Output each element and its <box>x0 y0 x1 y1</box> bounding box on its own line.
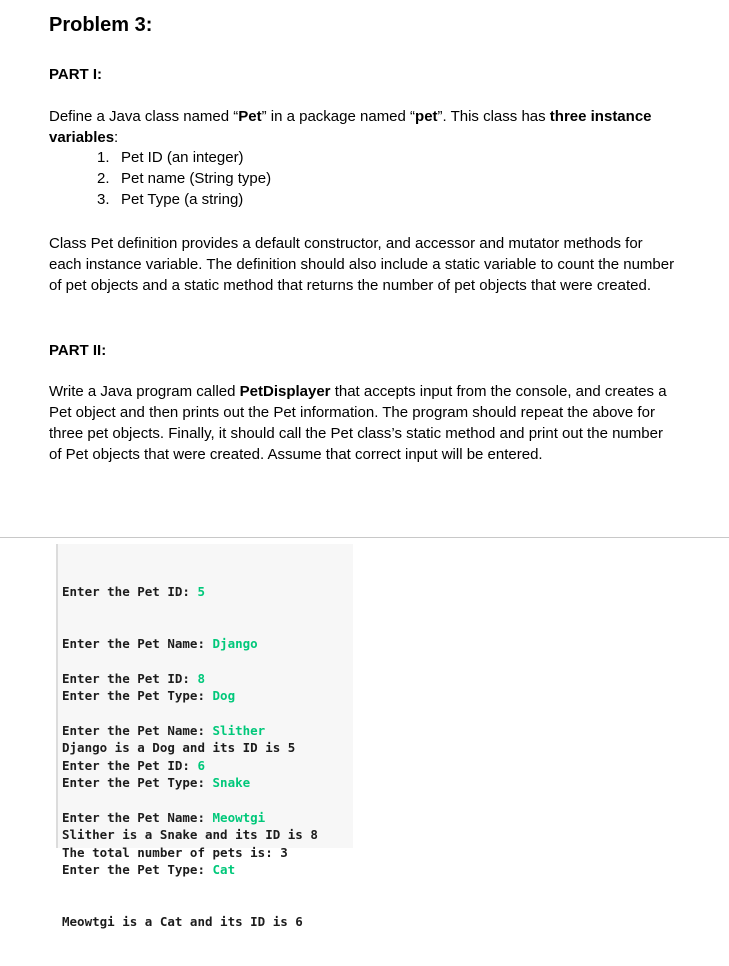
console-line: Slither is a Snake and its ID is 8 <box>62 827 318 843</box>
part-2-heading: PART II: <box>49 342 107 359</box>
list-item: 3. Pet Type (a string) <box>97 191 244 208</box>
part-1-intro: Define a Java class named “Pet” in a package named “pet”. This class has three instance variables: <box>49 108 652 146</box>
console-line: Enter the Pet Name: Slither <box>62 723 266 739</box>
part-1-heading: PART I: <box>49 66 103 83</box>
list-item: 1. Pet ID (an integer) <box>97 149 244 166</box>
part-2-description: Write a Java program called PetDisplayer that accepts input from the console, and creates a Pet object and then prints out the Pet information. The program should repeat the above for three pet objects. Finally, it should call the Pet class’s static method and print out the number of Pet objects that were created. Assume that correct input will be entered. <box>49 383 667 463</box>
console-line: Django is a Dog and its ID is 5 <box>62 740 296 756</box>
console-line: Enter the Pet Name: Meowtgi <box>62 810 266 826</box>
console-output <box>56 544 353 930</box>
list-item: 2. Pet name (String type) <box>97 170 272 187</box>
console-line: Enter the Pet Type: Dog <box>62 688 236 704</box>
console-total <box>62 809 288 896</box>
console-line: Meowtgi is a Cat and its ID is 6 <box>62 914 303 930</box>
instance-variables-list <box>97 147 271 210</box>
console-line: The total number of pets is: 3 <box>62 844 288 860</box>
part-1-description: Class Pet definition provides a default constructor, and accessor and mutator methods for each instance variable. The definition should also include a static variable to count the number of pet objects and a static method that returns the number of pet objects that were created. <box>49 235 675 294</box>
page-title: Problem 3: <box>49 14 153 36</box>
console-line: Enter the Pet Name: Django <box>62 636 258 652</box>
console-line: Enter the Pet ID: 5 <box>62 583 205 599</box>
console-line: Enter the Pet ID: 6 <box>62 757 205 773</box>
console-line: Enter the Pet Type: Cat <box>62 862 236 878</box>
console-line: Enter the Pet Type: Snake <box>62 775 251 791</box>
console-line: Enter the Pet ID: 8 <box>62 670 205 686</box>
divider <box>0 537 729 538</box>
